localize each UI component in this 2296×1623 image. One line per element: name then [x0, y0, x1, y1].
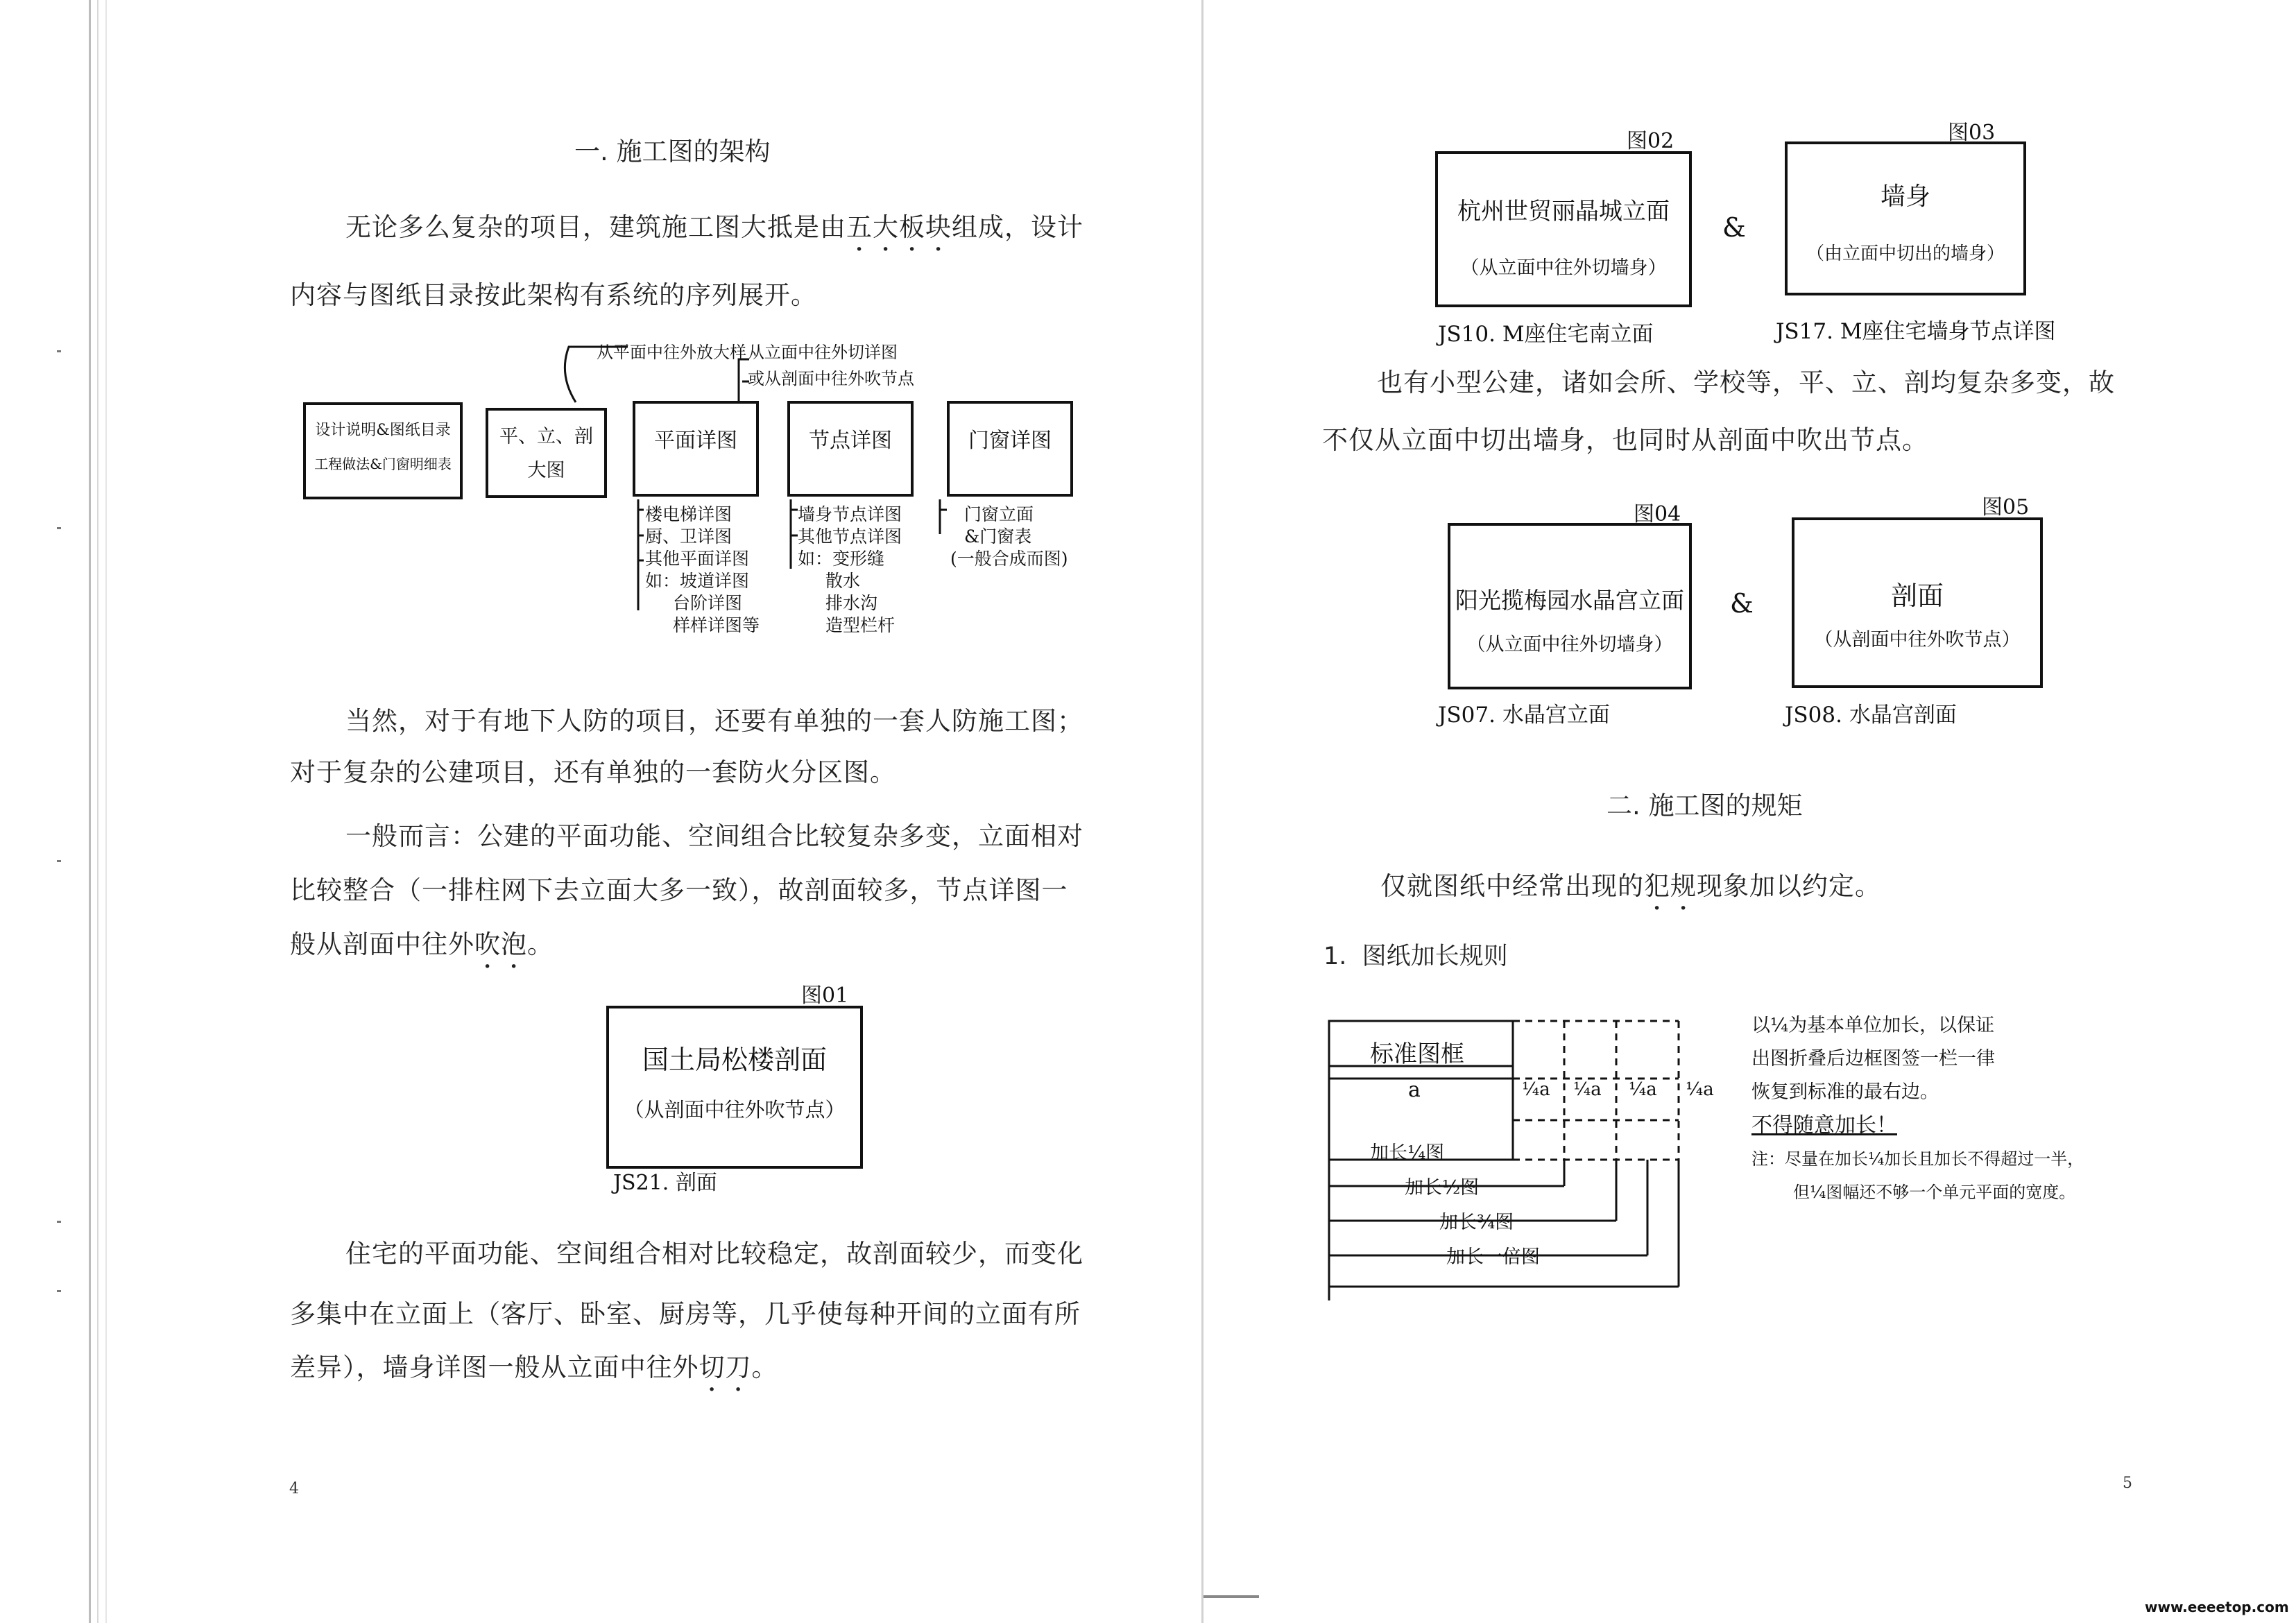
block-node-details-label: 节点详图: [809, 429, 892, 453]
figure-label: 图04: [1634, 502, 1681, 526]
list-item: 厨、卫详图: [645, 526, 733, 547]
scan-speck: [57, 860, 61, 862]
figure-subtitle: （由立面中切出的墙身）: [1806, 243, 2005, 264]
note-line: 但¼图幅还不够一个单元平面的宽度。: [1793, 1183, 2076, 1202]
window-details-list: [950, 504, 1068, 570]
paragraph-text: 。: [751, 1352, 778, 1382]
diagram-top-note: 从平面中往外放大样: [597, 343, 746, 362]
emphasis-text: 切刀: [699, 1352, 752, 1382]
block-window-details-label: 门窗详图: [968, 429, 1052, 453]
page-number-left: 4: [289, 1480, 299, 1497]
paragraph-5-line-1: 也有小型公建，诸如会所、学校等，平、立、剖均复杂多变，故: [1377, 368, 2115, 397]
list-item: 造型栏杆: [825, 615, 896, 635]
left-binding-edge: [89, 0, 91, 1623]
subheading-1: 1. 图纸加长规则: [1323, 943, 1508, 970]
extension-label-double: 加长一倍图: [1446, 1246, 1540, 1268]
list-item: 如：变形缝: [798, 549, 885, 569]
block-main-drawings-line1: 平、立、剖: [499, 426, 593, 447]
quarter-label: ¼a: [1686, 1079, 1714, 1100]
list-item: 墙身节点详图: [798, 504, 902, 524]
scan-speck: [57, 1290, 61, 1292]
list-item: 台阶详图: [673, 593, 743, 613]
figure-subtitle: （从剖面中往外吹节点）: [624, 1098, 846, 1122]
note-line: 以¼为基本单位加长，以保证: [1751, 1015, 1995, 1036]
left-binding-edge-2: [97, 0, 98, 1623]
scan-speck: [57, 527, 61, 529]
node-details-list: [798, 504, 902, 637]
page-number-right: 5: [2123, 1475, 2132, 1492]
emphasis-text: 吹泡: [474, 929, 527, 959]
figure-frame: [606, 1006, 863, 1169]
paragraph-4-line-3: [290, 1342, 778, 1398]
quarter-label: ¼a: [1629, 1079, 1657, 1100]
diagram-top-note: 或从剖面中往外吹节点: [748, 369, 914, 388]
figure-subtitle: （从剖面中往外吹节点）: [1814, 629, 2021, 651]
figure-label: 图03: [1948, 121, 1996, 145]
paragraph-6: [1380, 861, 1881, 916]
figure-caption: JS21. 剖面: [613, 1171, 717, 1195]
paragraph-3-line-1: 一般而言：公建的平面功能、空间组合比较复杂多变，立面相对: [345, 821, 1083, 851]
block-main-drawings-line2: 大图: [527, 460, 565, 481]
paragraph-5-line-2: 不仅从立面中切出墙身，也同时从剖面中吹出节点。: [1322, 425, 1928, 455]
diagram-top-note: 从立面中往外切详图: [748, 343, 898, 362]
paragraph-text: 。: [527, 929, 554, 959]
standard-frame-label: 标准图框: [1370, 1040, 1464, 1068]
figure-label: 图05: [1982, 495, 2030, 519]
figure-frame: [1785, 141, 2026, 295]
paragraph-1-line-2: 内容与图纸目录按此架构有系统的序列展开。: [290, 280, 817, 310]
list-item: 排水沟: [825, 593, 878, 613]
figure-caption: JS07. 水晶宫立面: [1438, 703, 1610, 728]
extension-label-quarter: 加长¼图: [1370, 1142, 1445, 1164]
note-line: 出图折叠后边框图签一栏一律: [1751, 1048, 1995, 1070]
paragraph-text: 组成，设计: [952, 212, 1083, 242]
paragraph-4-line-2: 多集中在立面上（客厅、卧室、厨房等，几乎使每种开间的立面有所: [290, 1299, 1081, 1329]
note-line: 不得随意加长！: [1751, 1113, 1897, 1137]
figure-caption: JS17. M座住宅墙身节点详图: [1776, 319, 2056, 344]
note-line: 注：尽量在加长¼加长且加长不得超过一半，: [1751, 1149, 2084, 1169]
figure-title: 国土局松楼剖面: [642, 1045, 827, 1075]
paragraph-1-line-1: [345, 202, 1083, 257]
list-item: 样样详图等: [673, 615, 760, 635]
list-item: 如：坡道详图: [645, 571, 750, 591]
extension-notes: [1751, 1009, 2084, 1209]
figure-subtitle: （从立面中往外切墙身）: [1466, 634, 1673, 655]
extension-label-half: 加长½图: [1405, 1177, 1480, 1199]
paragraph-text: 仅就图纸中经常出现的: [1380, 871, 1644, 901]
section-heading-1: 一. 施工图的架构: [574, 137, 771, 166]
paragraph-text: 现象加以约定。: [1697, 871, 1881, 901]
figure-title: 阳光揽梅园水晶宫立面: [1455, 587, 1684, 614]
figure-caption: JS10. M座住宅南立面: [1438, 322, 1654, 347]
ampersand: &: [1722, 212, 1746, 243]
paragraph-3-line-3: [290, 919, 554, 974]
figure-title: 杭州世贸丽晶城立面: [1457, 198, 1670, 225]
figure-label: 图02: [1627, 129, 1674, 153]
paragraph-text: 无论多么复杂的项目，建筑施工图大抵是由: [345, 212, 846, 242]
paragraph-2-line-1: 当然，对于有地下人防的项目，还要有单独的一套人防施工图；: [345, 706, 1083, 736]
watermark: www.eeeetop.com: [2145, 1599, 2289, 1615]
left-binding-edge-3: [105, 0, 107, 1623]
block-design-notes: [303, 402, 463, 499]
figure-label: 图01: [801, 984, 849, 1008]
block-plan-details-label: 平面详图: [654, 429, 737, 453]
note-line: 恢复到标准的最右边。: [1751, 1081, 1939, 1103]
paragraph-4-line-1: 住宅的平面功能、空间组合相对比较稳定，故剖面较少，而变化: [345, 1239, 1083, 1269]
scan-speck: [57, 1221, 61, 1223]
extension-label-three-quarter: 加长¾图: [1439, 1212, 1514, 1233]
ampersand: &: [1730, 588, 1754, 619]
section-heading-2: 二. 施工图的规矩: [1607, 791, 1803, 821]
emphasis-text: 犯规: [1644, 871, 1697, 901]
quarter-label: ¼a: [1573, 1079, 1602, 1100]
list-item: 其他节点详图: [798, 526, 902, 547]
dimension-a: a: [1408, 1078, 1421, 1102]
list-item: (一般合成而图): [950, 549, 1068, 569]
paragraph-3-line-2: 比较整合（一排柱网下去立面大多一致），故剖面较多，节点详图一: [290, 875, 1068, 905]
paragraph-text: 差异），墙身详图一般从立面中往外: [290, 1352, 699, 1382]
list-item: 楼电梯详图: [645, 504, 733, 524]
figure-title: 剖面: [1890, 581, 1944, 611]
figure-frame: [1435, 151, 1692, 307]
bottom-shadow: [1203, 1595, 1259, 1598]
list-item: 散水: [825, 571, 861, 591]
list-item: &门窗表: [964, 526, 1032, 547]
scan-speck: [57, 350, 61, 352]
plan-details-list: [645, 504, 760, 637]
paragraph-2-line-2: 对于复杂的公建项目，还有单独的一套防火分区图。: [290, 757, 896, 787]
emphasis-text: 五大板块: [846, 212, 952, 242]
list-item: 门窗立面: [964, 504, 1034, 524]
figure-subtitle: （从立面中往外切墙身）: [1460, 257, 1667, 279]
block-design-notes-line1: 设计说明&图纸目录: [315, 422, 451, 439]
paragraph-text: 般从剖面中往外: [290, 929, 474, 959]
figure-title: 墙身: [1880, 182, 1930, 211]
block-design-notes-line2: 工程做法&门窗明细表: [314, 456, 452, 472]
figure-caption: JS08. 水晶宫剖面: [1785, 703, 1957, 728]
center-fold: [1201, 0, 1203, 1623]
list-item: 其他平面详图: [645, 549, 750, 569]
quarter-label: ¼a: [1522, 1079, 1550, 1100]
